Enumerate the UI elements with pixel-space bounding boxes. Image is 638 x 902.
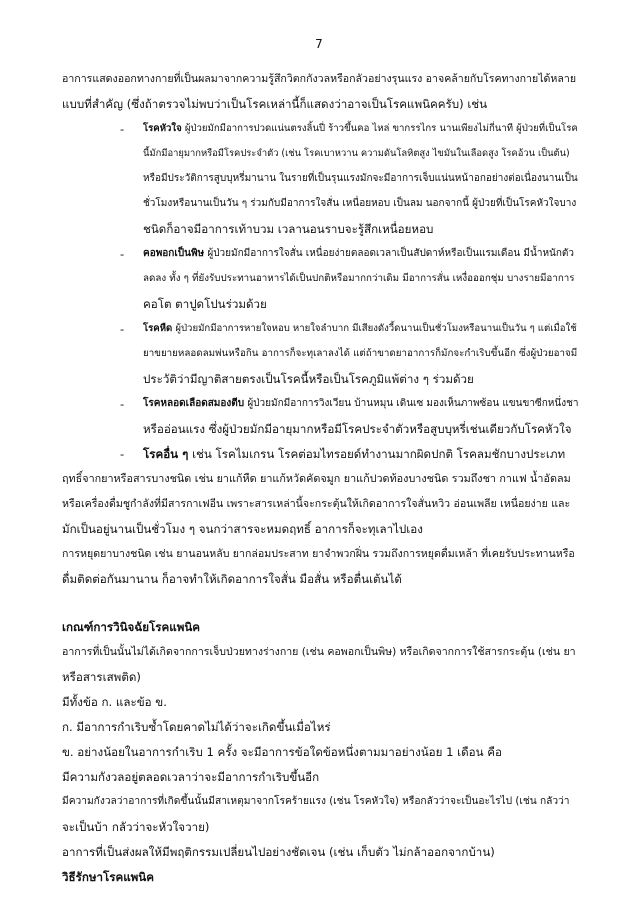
criteria-line: จะเป็นบ้า กลัวว่าจะหัวใจวาย) <box>62 820 210 834</box>
bullet-text: ประวัติว่ามีญาติสายตรงเป็นโรคนี้หรือเป็นโรคภูมิแพ้ต่าง ๆ ร่วมด้วย <box>143 372 474 386</box>
bullet-text: เช่น โรคไมเกรน โรคต่อมไทรอยด์ทำงานมากผิดปกติ โรคลมชักบางประเภท <box>192 447 566 461</box>
criteria-line: มีความกังวลว่าอาการที่เกิดขึ้นนั้นมีสาเหตุมาจากโรคร้ายแรง (เช่น โรคหัวใจ) หรือกลัวว่าจะเป็นอะไรไป (เช่น กลัวว่า <box>62 796 570 807</box>
intro-line: อาการแสดงออกทางกายที่เป็นผลมาจากความรู้สึกวิตกกังวลหรือกลัวอย่างรุนแรง อาจคล้ายกับโรคทางกายได้หลาย <box>62 73 577 85</box>
bullet-term: โรคอื่น ๆ <box>143 447 189 461</box>
page-number: 7 <box>315 37 323 51</box>
criteria-line: ข. อย่างน้อยในอาการกำเริบ 1 ครั้ง จะมีอาการข้อใดข้อหนึ่งตามมาอย่างน้อย 1 เดือน คือ <box>62 745 502 759</box>
criteria-line: มีความกังวลอยู่ตลอดเวลาว่าจะมีอาการกำเริบขึ้นอีก <box>62 770 320 784</box>
bullet-stroke <box>143 399 578 409</box>
bullet-text: ลดลง ทั้ง ๆ ที่ยังรับประทานอาหารได้เป็นปกติหรือมากกว่าเดิม มีอาการสั่น เหงื่อออกชุ่ม บางรายมีอาการ <box>143 273 575 284</box>
bullet-text: นี้มักมีอายุมากหรือมีโรคประจำตัว (เช่น โรคเบาหวาน ความดันโลหิตสูง ไขมันในเลือดสูง โรคอ้วน เป็นต้น) <box>143 148 570 159</box>
criteria-heading: เกณฑ์การวินิจฉัยโรคแพนิค <box>62 620 201 634</box>
criteria-line: ก. มีอาการกำเริบซ้ำโดยคาดไม่ได้ว่าจะเกิดขึ้นเมื่อไหร่ <box>62 720 331 734</box>
bullet-other-diseases <box>143 449 565 461</box>
bullet-dash: - <box>120 122 125 136</box>
bullet-text: ผู้ป่วยมักมีอาการหายใจหอบ หายใจลำบาก มีเสียงดังวี้ดนานเป็นชั่วโมงหรือนานเป็นวัน ๆ แต่เมื่อใช้ <box>175 323 577 334</box>
bullet-text: ชั่วโมงหรือนานเป็นวัน ๆ ร่วมกับมีอาการใจสั่น เหนื่อยหอบ เป็นลม นอกจากนี้ ผู้ป่วยที่เป็นโรคหัวใจบาง <box>143 198 577 209</box>
bullet-hyperthyroidism <box>143 249 574 259</box>
bullet-dash: - <box>120 322 125 336</box>
bullet-term: โรคหืด <box>143 323 173 334</box>
bullet-asthma <box>143 324 577 334</box>
paragraph-line: ดื่มติดต่อกันมานาน ก็อาจทำให้เกิดอาการใจสั่น มือสั่น หรือตื่นเต้นได้ <box>62 572 402 586</box>
bullet-dash: - <box>120 397 125 411</box>
bullet-text: ผู้ป่วยมักมีอาการวิงเวียน บ้านหมุน เดินเซ มองเห็นภาพซ้อน แขนขาซีกหนึ่งชา <box>247 398 579 409</box>
bullet-text: ยาขยายหลอดลมพ่นหรือกิน อาการก็จะทุเลาลงได้ แต่ถ้าขาดยาอาการก็มักจะกำเริบขึ้นอีก ซึ่งผู้ป่วยอาจมี <box>143 348 578 359</box>
bullet-text: ชนิดก็อาจมีอาการเท้าบวม เวลานอนราบจะรู้สึกเหนื่อยหอบ <box>143 222 434 236</box>
paragraph-line: การหยุดยาบางชนิด เช่น ยานอนหลับ ยากล่อมประสาท ยาจำพวกฝิ่น รวมถึงการหยุดดื่มเหล้า ที่เคยรับประทานหรือ <box>62 548 575 560</box>
bullet-term: โรคหัวใจ <box>143 123 182 134</box>
bullet-text: หรืออ่อนแรง ซึ่งผู้ป่วยมักมีอายุมากหรือมีโรคประจำตัวหรือสูบบุหรี่เช่นเดียวกับโรคหัวใจ <box>143 422 572 436</box>
treatment-heading: วิธีรักษาโรคแพนิค <box>62 870 154 884</box>
criteria-line: มีทั้งข้อ ก. และข้อ ข. <box>62 695 167 709</box>
intro-line: แบบที่สำคัญ (ซึ่งถ้าตรวจไม่พบว่าเป็นโรคเหล่านี้ก็แสดงว่าอาจเป็นโรคแพนิคครับ) เช่น <box>62 97 488 111</box>
criteria-line: อาการที่เป็นส่งผลให้มีพฤติกรรมเปลี่ยนไปอย่างชัดเจน (เช่น เก็บตัว ไม่กล้าออกจากบ้าน) <box>62 845 495 859</box>
bullet-text: คอโต ตาปูดโปนร่วมด้วย <box>143 297 267 311</box>
bullet-text: ผู้ป่วยมักมีอาการใจสั่น เหนื่อยง่ายตลอดเวลาเป็นสัปดาห์หรือเป็นแรมเดือน มีน้ำหนักตัว <box>207 248 575 259</box>
paragraph-line: ฤทธิ์จากยาหรือสารบางชนิด เช่น ยาแก้หืด ยาแก้หวัดคัดจมูก ยาแก้ปวดท้องบางชนิด รวมถึงชา กาแฟ น้ำอัดลม <box>62 472 571 485</box>
bullet-dash: - <box>120 247 125 261</box>
bullet-heart-disease <box>143 124 578 134</box>
bullet-term: โรคหลอดเลือดสมองตีบ <box>143 398 245 409</box>
bullet-text: หรือมีประวัติการสูบบุหรี่มานาน ในรายที่เป็นรุนแรงมักจะมีอาการเจ็บแน่นหน้าอกอย่างต่อเนื่องนานเป็น <box>143 173 578 184</box>
bullet-text: ผู้ป่วยมักมีอาการปวดแน่นตรงลิ้นปี่ ร้าวขึ้นคอ ไหล่ ขากรรไกร นานเพียงไม่กี่นาที ผู้ป่วยที่เป็นโรค <box>184 123 578 134</box>
paragraph-line: มักเป็นอยู่นานเป็นชั่วโมง ๆ จนกว่าสารจะหมดฤทธิ์ อาการก็จะทุเลาไปเอง <box>62 522 423 536</box>
paragraph-line: หรือเครื่องดื่มชูกำลังที่มีสารกาเฟอีน เพราะสารเหล่านี้จะกระตุ้นให้เกิดอาการใจสั่นหวิว อ่อนเพลีย เหนื่อยง่าย และ <box>62 498 571 510</box>
bullet-term: คอพอกเป็นพิษ <box>143 248 205 259</box>
criteria-line: หรือสารเสพติด) <box>62 670 141 684</box>
bullet-dash: - <box>120 447 125 461</box>
criteria-line: อาการที่เป็นนั้นไม่ได้เกิดจากการเจ็บป่วยทางร่างกาย (เช่น คอพอกเป็นพิษ) หรือเกิดจากการใช้สารกระตุ้น (เช่น ยา <box>62 646 576 658</box>
